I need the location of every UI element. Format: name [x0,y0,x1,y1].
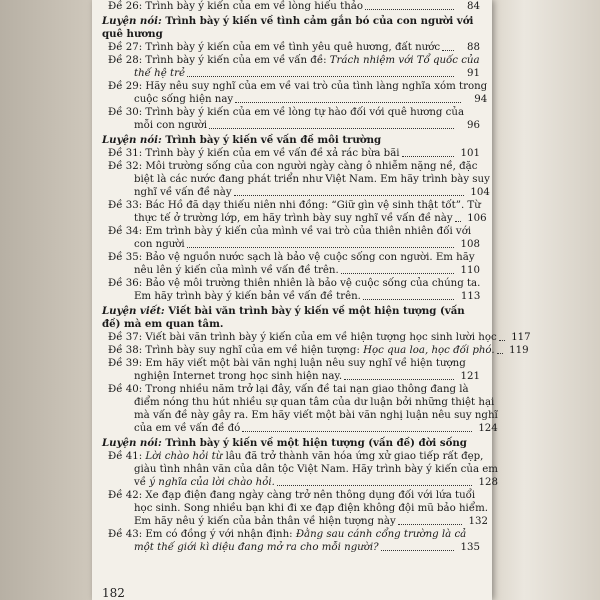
dot-leader [402,156,454,157]
entry-text-line: Xe đạp điện đang ngày càng trở nên thông dụng đối với lứa tuổi [145,490,476,501]
entry-text-line: con người [134,239,185,250]
toc-entry [108,383,498,435]
dot-leader [235,102,461,103]
toc-section-heading [102,437,480,450]
toc-entry [108,160,490,199]
entry-text-line: Em hãy viết một bài văn nghị luận nêu suy nghĩ về hiện tượng [145,358,466,369]
entry-text-line: học sinh. Song nhiều bạn khi đi xe đạp điện không đội mũ bảo hiểm. [134,503,488,514]
book-page [92,0,531,600]
section-label: Luyện nói: [102,437,162,449]
dot-leader [187,76,454,77]
dot-leader [497,353,503,354]
entry-number: Đề 29: [108,81,143,92]
toc-entry [108,80,488,106]
section-label: Luyện nói: [102,15,162,27]
entry-text-line: Lời chào hỏi từ lâu đã trở thành văn hóa ứng xử giao tiếp rất đẹp, [145,451,484,462]
entry-number: Đề 35: [108,252,143,263]
dot-leader [341,273,454,274]
entry-text-line: cuộc sống hiện nay [134,94,234,105]
dot-leader [277,485,472,486]
entry-number: Đề 42: [108,490,143,501]
toc-entry [108,106,480,132]
entry-number: Đề 27: [108,42,143,53]
entry-page-number: 106 [467,213,487,224]
toc-entry [108,41,480,54]
entry-page-number: 113 [460,291,481,302]
dot-leader [187,247,454,248]
toc-entry [108,54,480,80]
page-number: 182 [102,586,125,600]
entry-text-line: điểm nóng thu hút nhiều sự quan tâm của dư luận bởi những thiệt hại [134,397,495,408]
entry-text-line: Em hãy trình bày ý kiến bản về vấn đề trên. [134,291,361,302]
dot-leader [442,50,454,51]
entry-page-number: 84 [467,1,480,12]
entry-page-number: 96 [467,120,480,131]
entry-text-line: Bảo vệ nguồn nước sạch là bảo vệ cuộc sống con người. Em hãy [145,252,475,263]
entry-text-line: Môi trường sống của con người ngày càng ô nhiễm nặng nề, đặc [145,161,478,172]
entry-number: Đề 31: [108,148,143,159]
entry-number: Đề 36: [108,278,143,289]
entry-text-line: nghiện Internet trong học sinh hiện nay. [134,371,343,382]
toc-entry [108,277,480,303]
entry-page-number: 132 [468,516,488,527]
toc-entry [108,331,531,344]
entry-number: Đề 39: [108,358,143,369]
entry-number: Đề 37: [108,332,143,343]
entry-page-number: 110 [460,265,480,276]
entry-page-number: 91 [467,68,480,79]
dot-leader [234,195,464,196]
entry-text-line: nghĩ về vấn đề này [134,187,232,198]
section-title: Viết bài văn trình bày ý kiến về một hiện tượng (vấn đề) mà em quan tâm. [102,305,465,330]
entry-page-number: 128 [478,477,498,488]
entry-text-line: về ý nghĩa của lời chào hỏi. [134,477,275,488]
toc-entry [108,528,480,554]
entry-text-line: Bảo vệ môi trường thiên nhiên là bảo vệ cuộc sống của chúng ta. [145,278,481,289]
dot-leader [242,431,472,432]
dot-leader [363,299,454,300]
page-edge-right [492,0,600,600]
entry-number: Đề 28: [108,55,143,66]
entry-number: Đề 34: [108,226,143,237]
entry-text-line: giàu tình nhân văn của dân tộc Việt Nam. Hãy trình bày ý kiến của em [134,464,498,475]
entry-page-number: 135 [460,542,480,553]
entry-text-line: Bác Hồ đã dạy thiếu niên nhi đồng: “Giữ gìn vệ sinh thật tốt”. Từ [145,200,481,211]
entry-text-line: của em về vấn đề đó [134,423,241,434]
entry-number: Đề 38: [108,345,143,356]
entry-number: Đề 32: [108,161,143,172]
entry-text-line: Trình bày ý kiến của em về tình yêu quê hương, đất nước [145,42,441,53]
entry-text-line: mà vấn đề này gây ra. Em hãy viết một bài văn nghị luận nêu suy nghĩ [134,410,498,421]
dot-leader [209,128,454,129]
entry-page-number: 104 [470,187,490,198]
toc-section-heading [102,305,480,331]
background-left [0,0,92,600]
toc-entry [108,225,480,251]
dot-leader [381,550,454,551]
entry-page-number: 88 [467,42,480,53]
toc-entry [108,199,487,225]
entry-number: Đề 43: [108,529,143,540]
dot-leader [499,340,505,341]
dot-leader [344,379,454,380]
dot-leader [455,221,461,222]
entry-text-line: một thế giới kì diệu đang mở ra cho mỗi người? [134,542,379,553]
toc-section-heading [102,15,480,41]
entry-text-line: Em hãy nêu ý kiến của bản thân về hiện tượng này [134,516,396,527]
entry-text-line: Trình bày ý kiến của em về lòng hiếu thảo [145,1,363,12]
entry-page-number: 121 [460,371,480,382]
toc-entry [108,450,498,489]
table-of-contents [102,0,531,554]
entry-text-line: thế hệ trẻ [134,68,185,79]
toc-entry [108,147,480,160]
entry-number: Đề 41: [108,451,143,462]
entry-text-line: mỗi con người [134,120,208,131]
entry-page-number: 101 [460,148,480,159]
entry-text-line: Em trình bày ý kiến của mình về vai trò của thiên nhiên đối với [145,226,472,237]
entry-text-line: Trình bày ý kiến của em về vấn đề xả rác bừa bãi [145,148,400,159]
entry-text-line: Viết bài văn trình bày ý kiến của em về hiện tượng học sinh lười học [145,332,497,343]
entry-number: Đề 30: [108,107,143,118]
entry-page-number: 94 [474,94,488,105]
entry-text-line: thực tế ở trường lớp, em hãy trình bày suy nghĩ về vấn đề này [134,213,453,224]
entry-text-line: Trong nhiều năm trở lại đây, vấn đề tai nạn giao thông đang là [145,384,469,395]
entry-text-line: biệt là các nước đang phát triển như Việt Nam. Em hãy trình bày suy [134,174,490,185]
entry-text-line: Trình bày ý kiến của em về lòng tự hào đối với quê hương của [145,107,465,118]
dot-leader [398,524,462,525]
section-label: Luyện nói: [102,134,162,146]
section-title: Trình bày ý kiến về một hiện tượng (vấn đề) đời sống [165,437,467,449]
section-title: Trình bày ý kiến về vấn đề môi trường [165,134,382,146]
entry-text-line: Trình bày ý kiến của em về vấn đề: Trách nhiệm với Tổ quốc của [145,55,480,66]
toc-section-heading [102,134,480,147]
entry-number: Đề 26: [108,1,143,12]
entry-number: Đề 33: [108,200,143,211]
toc-entry [108,489,488,528]
entry-text-line: nêu lên ý kiến của mình về vấn đề trên. [134,265,339,276]
entry-text-line: Em có đồng ý với nhận định: Đằng sau cánh cổng trường là cả [145,529,467,540]
section-title: Trình bày ý kiến về tình cảm gắn bó của con người với quê hương [102,15,474,40]
entry-page-number: 124 [478,423,498,434]
section-label: Luyện viết: [102,305,165,317]
entry-page-number: 117 [511,332,531,343]
toc-entry [108,251,480,277]
toc-entry [108,344,529,357]
toc-entry [108,357,480,383]
dot-leader [365,9,454,10]
entry-page-number: 119 [509,345,529,356]
entry-text-line: Trình bày suy nghĩ của em về hiện tượng: Học qua loa, học đối phó. [145,345,495,356]
toc-entry [108,0,480,13]
entry-number: Đề 40: [108,384,143,395]
entry-page-number: 108 [460,239,480,250]
entry-text-line: Hãy nêu suy nghĩ của em về vai trò của tình làng nghĩa xóm trong [145,81,488,92]
